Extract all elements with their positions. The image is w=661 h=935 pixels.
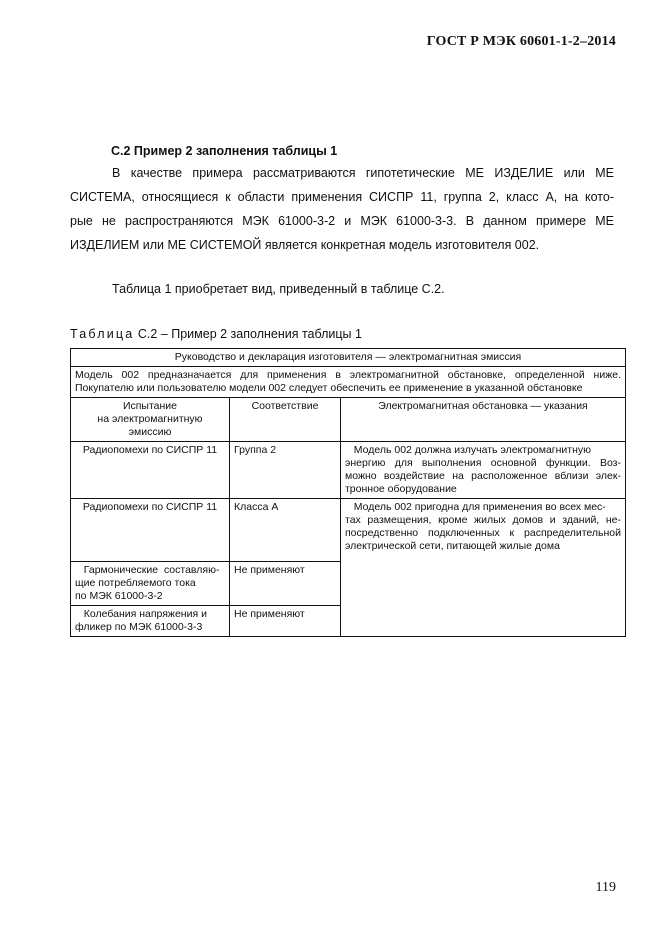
cell-test: [71, 606, 230, 637]
cell-test: [71, 562, 230, 606]
table-title-row: [71, 349, 626, 367]
table-caption-text: С.2 – Пример 2 заполнения таблицы 1: [134, 327, 362, 341]
paragraph-line: СИСТЕМА, относящиеся к области применения СИСПР 11, группа 2, класс А, на кото-: [70, 190, 614, 204]
cell-environment: [341, 442, 626, 499]
table-caption-label: Таблица: [70, 327, 135, 341]
paragraph-line: Таблица 1 приобретает вид, приведенный в таблице С.2.: [112, 282, 445, 296]
table-row: [71, 442, 626, 499]
cell-conformity: Группа 2: [230, 442, 341, 499]
cell-conformity: Класса А: [230, 499, 341, 562]
emission-table: [70, 348, 626, 637]
paragraph-line: ИЗДЕЛИЕМ или МЕ СИСТЕМОЙ является конкретная модель изготовителя 002.: [70, 238, 540, 252]
table-intro-line: Модель 002 предназначается для применения в электромагнитной обстановке, определенной ниже.: [75, 369, 621, 381]
table-intro: [71, 367, 626, 398]
table-row: [71, 499, 626, 562]
column-header-line: Испытание: [122, 400, 178, 412]
table-column-headers: [71, 398, 626, 442]
section-title: С.2 Пример 2 заполнения таблицы 1: [111, 144, 338, 158]
column-header-environment: Электромагнитная обстановка — указания: [341, 398, 626, 442]
page-number: 119: [595, 880, 616, 895]
paragraph-intro: [70, 161, 614, 257]
column-header-conformity: Соответствие: [230, 398, 341, 442]
column-header-test: [71, 398, 230, 442]
cell-line: тах размещения, кроме жилых домов и зданий, не-: [345, 514, 621, 526]
cell-line: по МЭК 61000-3-2: [75, 590, 163, 602]
column-header-line: на электромагнитную: [97, 413, 203, 425]
paragraph-line: рые не распространяются МЭК 61000-3-2 и МЭК 61000-3-3. В данном примере МЕ: [70, 214, 614, 228]
cell-line: Гармонические составляю-: [75, 564, 220, 576]
table-caption: [70, 327, 362, 341]
table-intro-line: Покупателю или пользователю модели 002 следует обеспечить ее применение в указанной обстановке: [75, 382, 583, 394]
cell-line: фликер по МЭК 61000-3-3: [75, 621, 203, 633]
paragraph-table-reference: [70, 277, 614, 301]
document-header: ГОСТ Р МЭК 60601-1-2–2014: [426, 34, 616, 49]
cell-line: Модель 002 должна излучать электромагнитную: [345, 444, 592, 456]
cell-conformity: Не применяют: [230, 606, 341, 637]
cell-line: Модель 002 пригодна для применения во всех мес-: [345, 501, 606, 513]
cell-line: щие потребляемого тока: [75, 577, 196, 589]
cell-test: Радиопомехи по СИСПР 11: [71, 442, 230, 499]
cell-conformity: Не применяют: [230, 562, 341, 606]
paragraph-line: В качестве примера рассматриваются гипотетические МЕ ИЗДЕЛИЕ или МЕ: [112, 166, 614, 180]
column-header-line: эмиссию: [128, 426, 172, 438]
cell-test: Радиопомехи по СИСПР 11: [71, 499, 230, 562]
cell-line: энергию для выполнения основной функции. Воз-: [345, 457, 621, 469]
cell-line: тронное оборудование: [345, 483, 457, 495]
table-title: Руководство и декларация изготовителя — электромагнитная эмиссия: [71, 349, 626, 367]
cell-environment: [341, 499, 626, 637]
table-intro-row: [71, 367, 626, 398]
cell-line: Колебания напряжения и: [75, 608, 207, 620]
cell-line: посредственно подключенных к распределительной: [345, 527, 621, 539]
cell-line: можно воздействие на расположенное вблизи элек-: [345, 470, 621, 482]
cell-line: электрической сети, питающей жилые дома: [345, 540, 560, 552]
